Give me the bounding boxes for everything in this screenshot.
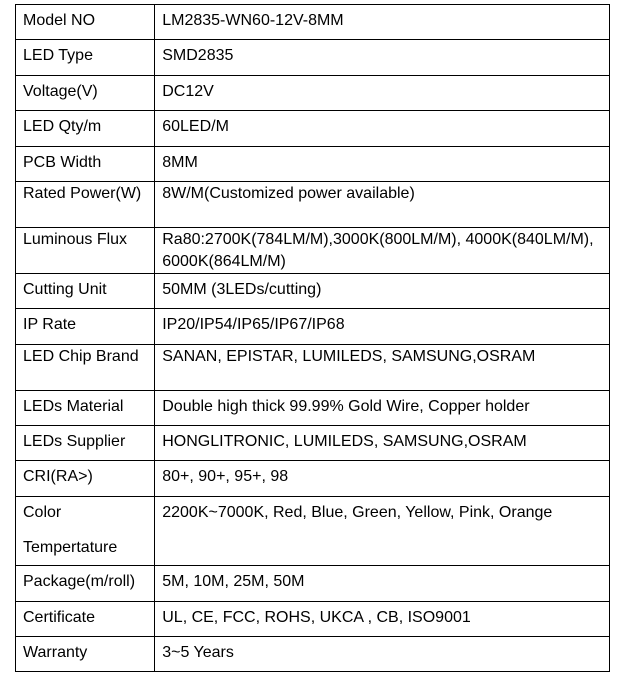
row-label: Model NO (16, 5, 155, 40)
table-row (16, 566, 610, 602)
table-row (16, 228, 610, 274)
row-value: 8MM (155, 147, 610, 182)
row-label: Voltage(V) (16, 76, 155, 111)
row-value: 3~5 Years (155, 637, 610, 672)
row-label: Certificate (16, 602, 155, 637)
row-value: 8W/M(Customized power available) (155, 182, 610, 228)
table-row (16, 602, 610, 637)
row-value: Double high thick 99.99% Gold Wire, Copper holder (155, 391, 610, 426)
row-label: PCB Width (16, 147, 155, 182)
table-row (16, 426, 610, 461)
table-row (16, 76, 610, 111)
row-value: HONGLITRONIC, LUMILEDS, SAMSUNG,OSRAM (155, 426, 610, 461)
row-value: 60LED/M (155, 111, 610, 147)
row-label: Warranty (16, 637, 155, 672)
table-row (16, 497, 610, 566)
row-value: DC12V (155, 76, 610, 111)
row-value: IP20/IP54/IP65/IP67/IP68 (155, 309, 610, 345)
table-row (16, 309, 610, 345)
table-row (16, 5, 610, 40)
row-value: 80+, 90+, 95+, 98 (155, 461, 610, 497)
table-row (16, 182, 610, 228)
row-label: IP Rate (16, 309, 155, 345)
table-row (16, 274, 610, 309)
table-row (16, 637, 610, 672)
table-row (16, 461, 610, 497)
row-label: Luminous Flux (16, 228, 155, 274)
row-label: LED Chip Brand (16, 345, 155, 391)
table-row (16, 391, 610, 426)
table-row (16, 40, 610, 76)
row-value: 2200K~7000K, Red, Blue, Green, Yellow, Pink, Orange (155, 497, 610, 566)
row-value: LM2835-WN60-12V-8MM (155, 5, 610, 40)
row-label: Cutting Unit (16, 274, 155, 309)
row-value: 5M, 10M, 25M, 50M (155, 566, 610, 602)
spec-table (15, 4, 610, 672)
row-label: LEDs Supplier (16, 426, 155, 461)
row-label: Rated Power(W) (16, 182, 155, 228)
row-label: Color Tempertature (16, 497, 155, 566)
row-label: LED Qty/m (16, 111, 155, 147)
row-label: Package(m/roll) (16, 566, 155, 602)
table-row (16, 111, 610, 147)
table-row (16, 147, 610, 182)
row-label: LEDs Material (16, 391, 155, 426)
row-value: SANAN, EPISTAR, LUMILEDS, SAMSUNG,OSRAM (155, 345, 610, 391)
row-value: Ra80:2700K(784LM/M),3000K(800LM/M), 4000K(840LM/M), 6000K(864LM/M) (155, 228, 610, 274)
row-value: UL, CE, FCC, ROHS, UKCA , CB, ISO9001 (155, 602, 610, 637)
row-value: 50MM (3LEDs/cutting) (155, 274, 610, 309)
row-label: CRI(RA>) (16, 461, 155, 497)
row-label: LED Type (16, 40, 155, 76)
row-value: SMD2835 (155, 40, 610, 76)
table-row (16, 345, 610, 391)
